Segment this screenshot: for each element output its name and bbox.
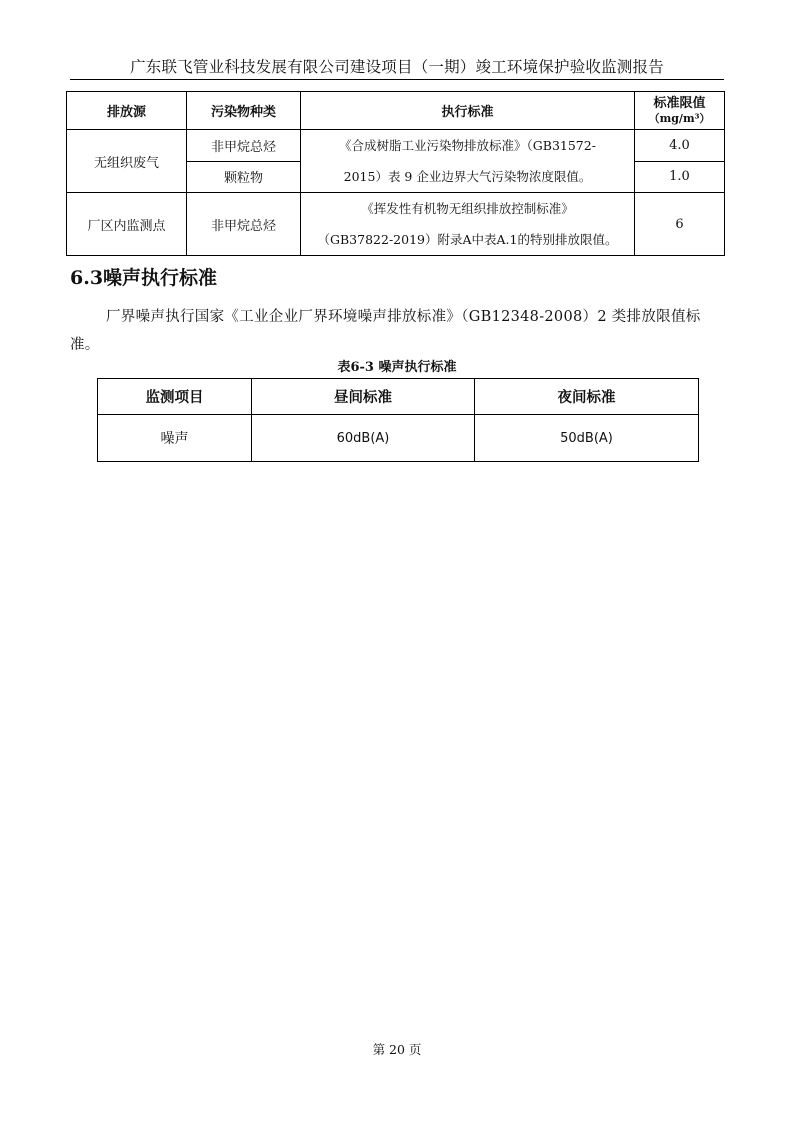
item-cell: 噪声 <box>98 415 252 462</box>
pollutant-cell: 非甲烷总烃 <box>187 193 301 256</box>
page-header-title: 广东联飞管业科技发展有限公司建设项目（一期）竣工环境保护验收监测报告 <box>130 58 664 76</box>
section-heading: 6.3噪声执行标准 <box>70 267 218 289</box>
table-row <box>67 130 725 162</box>
header-limit-label: 标准限值 <box>653 95 706 111</box>
header-source: 排放源 <box>67 92 187 130</box>
noise-standards-table <box>97 378 699 462</box>
daytime-value-cell: 60dB(A) <box>252 415 475 462</box>
pollutant-cell: 非甲烷总烃 <box>187 130 301 162</box>
standard-line: （GB37822-2019）附录A中表A.1的特别排放限值。 <box>317 232 618 247</box>
limit-cell: 4.0 <box>635 130 725 162</box>
header-monitoring-item: 监测项目 <box>98 379 252 415</box>
standard-cell <box>301 130 635 193</box>
header-limit <box>635 92 725 130</box>
source-cell: 无组织废气 <box>67 130 187 193</box>
standard-line: 《合成树脂工业污染物排放标准》（GB31572- <box>339 138 596 153</box>
header-pollutant: 污染物种类 <box>187 92 301 130</box>
standard-cell <box>301 193 635 256</box>
header-divider <box>70 79 724 80</box>
standard-line: 2015）表 9 企业边界大气污染物浓度限值。 <box>343 169 592 184</box>
limit-cell: 6 <box>635 193 725 256</box>
header-standard: 执行标准 <box>301 92 635 130</box>
table-header-row <box>67 92 725 130</box>
header-daytime-standard: 昼间标准 <box>252 379 475 415</box>
table-row <box>98 415 699 462</box>
nighttime-value-cell: 50dB(A) <box>475 415 699 462</box>
header-limit-unit: （mg/m³） <box>648 111 711 125</box>
standard-line: 《挥发性有机物无组织排放控制标准》 <box>361 201 574 216</box>
header-nighttime-standard: 夜间标准 <box>475 379 699 415</box>
emission-standards-table <box>66 91 725 256</box>
section-paragraph: 厂界噪声执行国家《工业企业厂界环境噪声排放标准》（GB12348-2008）2 类排放限值标准。 <box>70 309 701 353</box>
pollutant-cell: 颗粒物 <box>187 161 301 193</box>
source-cell: 厂区内监测点 <box>67 193 187 256</box>
table-row <box>67 193 725 256</box>
table-caption: 表6-3 噪声执行标准 <box>337 360 457 375</box>
limit-cell: 1.0 <box>635 161 725 193</box>
page-number: 第 20 页 <box>372 1042 422 1057</box>
table-header-row <box>98 379 699 415</box>
